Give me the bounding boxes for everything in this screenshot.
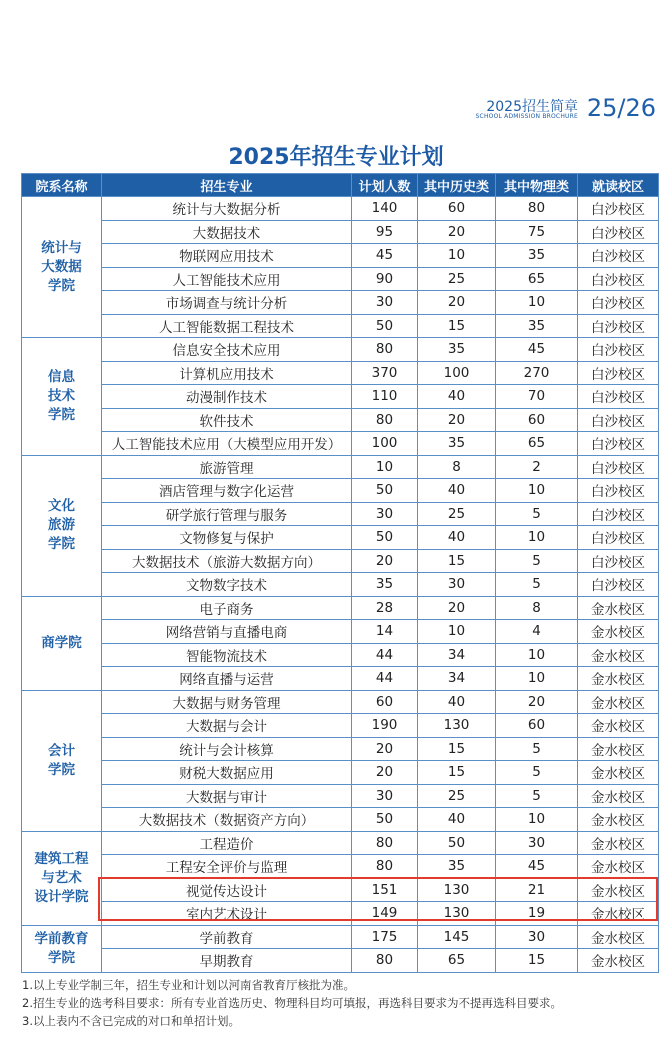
table-row — [22, 831, 659, 855]
table-row — [22, 197, 659, 221]
table-row — [22, 455, 659, 479]
history-cell: 15 — [418, 549, 496, 573]
physics-cell: 21 — [496, 878, 578, 902]
footnote: 2.招生专业的选考科目要求：所有专业首选历史、物理科目均可填报，再选科目要求为不提再选科目要求。 — [22, 996, 562, 1010]
history-cell: 40 — [418, 808, 496, 832]
physics-cell: 10 — [496, 643, 578, 667]
department-name-line: 大数据 — [41, 258, 82, 275]
department-cell — [22, 831, 102, 925]
table-row — [22, 432, 659, 456]
physics-cell: 60 — [496, 714, 578, 738]
physics-cell: 45 — [496, 338, 578, 362]
history-cell: 145 — [418, 925, 496, 949]
department-name-line: 学院 — [48, 536, 75, 552]
department-name-line: 与艺术 — [41, 869, 82, 886]
column-header-physics: 其中物理类 — [496, 174, 578, 197]
table-row — [22, 573, 659, 597]
campus-cell: 白沙校区 — [578, 244, 659, 268]
major-cell: 室内艺术设计 — [102, 902, 352, 926]
campus-cell: 金水校区 — [578, 596, 659, 620]
history-cell: 25 — [418, 502, 496, 526]
history-cell: 20 — [418, 408, 496, 432]
physics-cell: 5 — [496, 737, 578, 761]
major-cell: 大数据与审计 — [102, 784, 352, 808]
physics-cell: 10 — [496, 667, 578, 691]
campus-cell: 白沙校区 — [578, 314, 659, 338]
history-cell: 130 — [418, 902, 496, 926]
campus-cell: 白沙校区 — [578, 267, 659, 291]
plan-cell: 80 — [352, 949, 418, 973]
physics-cell: 35 — [496, 244, 578, 268]
campus-cell: 金水校区 — [578, 925, 659, 949]
department-cell — [22, 925, 102, 972]
campus-cell: 白沙校区 — [578, 338, 659, 362]
table-row — [22, 761, 659, 785]
department-name-line: 商学院 — [41, 634, 82, 651]
major-cell: 电子商务 — [102, 596, 352, 620]
table-row — [22, 314, 659, 338]
plan-cell: 20 — [352, 761, 418, 785]
physics-cell: 5 — [496, 502, 578, 526]
plan-cell: 44 — [352, 667, 418, 691]
campus-cell: 金水校区 — [578, 855, 659, 879]
plan-cell: 140 — [352, 197, 418, 221]
department-name-line: 设计学院 — [34, 888, 89, 905]
physics-cell: 30 — [496, 925, 578, 949]
table-row — [22, 949, 659, 973]
major-cell: 早期教育 — [102, 949, 352, 973]
campus-cell: 金水校区 — [578, 831, 659, 855]
major-cell: 酒店管理与数字化运营 — [102, 479, 352, 503]
history-cell: 8 — [418, 455, 496, 479]
physics-cell: 5 — [496, 784, 578, 808]
table-row — [22, 479, 659, 503]
major-cell: 大数据技术（数据资产方向） — [102, 808, 352, 832]
department-name-line: 建筑工程 — [34, 850, 89, 867]
brochure-subtitle: SCHOOL ADMISSION BROCHURE — [475, 113, 578, 120]
table-row — [22, 267, 659, 291]
plan-cell: 50 — [352, 808, 418, 832]
department-cell — [22, 455, 102, 596]
table-row — [22, 338, 659, 362]
history-cell: 100 — [418, 361, 496, 385]
plan-cell: 50 — [352, 526, 418, 550]
admission-plan-table — [21, 173, 659, 973]
campus-cell: 金水校区 — [578, 784, 659, 808]
plan-cell: 90 — [352, 267, 418, 291]
table-row — [22, 808, 659, 832]
physics-cell: 10 — [496, 808, 578, 832]
plan-cell: 175 — [352, 925, 418, 949]
table-row — [22, 408, 659, 432]
column-header-campus: 就读校区 — [578, 174, 659, 197]
department-name-line: 旅游 — [48, 517, 75, 533]
major-cell: 计算机应用技术 — [102, 361, 352, 385]
plan-cell: 50 — [352, 314, 418, 338]
footnote: 1.以上专业学制三年，招生专业和计划以河南省教育厅核批为准。 — [22, 978, 355, 992]
department-cell — [22, 690, 102, 831]
physics-cell: 10 — [496, 291, 578, 315]
history-cell: 35 — [418, 338, 496, 362]
major-cell: 文物修复与保护 — [102, 526, 352, 550]
major-cell: 财税大数据应用 — [102, 761, 352, 785]
history-cell: 35 — [418, 432, 496, 456]
history-cell: 40 — [418, 526, 496, 550]
history-cell: 40 — [418, 385, 496, 409]
table-row — [22, 526, 659, 550]
plan-cell: 35 — [352, 573, 418, 597]
physics-cell: 8 — [496, 596, 578, 620]
major-cell: 信息安全技术应用 — [102, 338, 352, 362]
table-row — [22, 667, 659, 691]
plan-cell: 149 — [352, 902, 418, 926]
physics-cell: 60 — [496, 408, 578, 432]
plan-cell: 60 — [352, 690, 418, 714]
table-row — [22, 855, 659, 879]
history-cell: 15 — [418, 761, 496, 785]
footnotes — [22, 976, 562, 1030]
physics-cell: 70 — [496, 385, 578, 409]
campus-cell: 白沙校区 — [578, 408, 659, 432]
campus-cell: 金水校区 — [578, 643, 659, 667]
major-cell: 网络营销与直播电商 — [102, 620, 352, 644]
history-cell: 10 — [418, 620, 496, 644]
brochure-header — [406, 96, 656, 126]
physics-cell: 65 — [496, 432, 578, 456]
history-cell: 50 — [418, 831, 496, 855]
major-cell: 学前教育 — [102, 925, 352, 949]
plan-cell: 110 — [352, 385, 418, 409]
page-number: 25/26 — [586, 94, 656, 122]
history-cell: 20 — [418, 596, 496, 620]
table-row — [22, 690, 659, 714]
major-cell: 大数据技术 — [102, 220, 352, 244]
plan-cell: 80 — [352, 338, 418, 362]
table-row — [22, 502, 659, 526]
table-row — [22, 902, 659, 926]
major-cell: 大数据技术（旅游大数据方向） — [102, 549, 352, 573]
major-cell: 研学旅行管理与服务 — [102, 502, 352, 526]
column-header-plan: 计划人数 — [352, 174, 418, 197]
plan-cell: 370 — [352, 361, 418, 385]
table-row — [22, 620, 659, 644]
department-cell — [22, 197, 102, 338]
campus-cell: 白沙校区 — [578, 361, 659, 385]
plan-cell: 14 — [352, 620, 418, 644]
table-row — [22, 643, 659, 667]
plan-cell: 100 — [352, 432, 418, 456]
history-cell: 25 — [418, 267, 496, 291]
history-cell: 40 — [418, 479, 496, 503]
campus-cell: 金水校区 — [578, 714, 659, 738]
brochure-title: 2025招生简章 — [486, 99, 578, 115]
table-body — [22, 197, 659, 973]
department-name-line: 学院 — [48, 406, 75, 423]
campus-cell: 白沙校区 — [578, 455, 659, 479]
physics-cell: 35 — [496, 314, 578, 338]
department-name-line: 信息 — [48, 368, 75, 385]
physics-cell: 10 — [496, 526, 578, 550]
plan-cell: 20 — [352, 737, 418, 761]
physics-cell: 5 — [496, 573, 578, 597]
physics-cell: 65 — [496, 267, 578, 291]
table-header-row — [22, 174, 659, 197]
major-cell: 工程安全评价与监理 — [102, 855, 352, 879]
campus-cell: 金水校区 — [578, 902, 659, 926]
table-row — [22, 925, 659, 949]
history-cell: 15 — [418, 314, 496, 338]
history-cell: 130 — [418, 714, 496, 738]
history-cell: 35 — [418, 855, 496, 879]
table-row — [22, 291, 659, 315]
plan-cell: 30 — [352, 502, 418, 526]
campus-cell: 白沙校区 — [578, 573, 659, 597]
physics-cell: 80 — [496, 197, 578, 221]
history-cell: 25 — [418, 784, 496, 808]
major-cell: 市场调查与统计分析 — [102, 291, 352, 315]
history-cell: 30 — [418, 573, 496, 597]
campus-cell: 白沙校区 — [578, 291, 659, 315]
physics-cell: 19 — [496, 902, 578, 926]
history-cell: 34 — [418, 643, 496, 667]
plan-cell: 30 — [352, 784, 418, 808]
campus-cell: 金水校区 — [578, 761, 659, 785]
campus-cell: 白沙校区 — [578, 479, 659, 503]
physics-cell: 30 — [496, 831, 578, 855]
major-cell: 智能物流技术 — [102, 643, 352, 667]
history-cell: 15 — [418, 737, 496, 761]
major-cell: 动漫制作技术 — [102, 385, 352, 409]
physics-cell: 4 — [496, 620, 578, 644]
campus-cell: 金水校区 — [578, 949, 659, 973]
physics-cell: 5 — [496, 549, 578, 573]
department-name-line: 会计 — [48, 742, 75, 759]
physics-cell: 5 — [496, 761, 578, 785]
history-cell: 20 — [418, 220, 496, 244]
plan-cell: 80 — [352, 855, 418, 879]
department-name-line: 技术 — [48, 387, 75, 404]
plan-cell: 95 — [352, 220, 418, 244]
physics-cell: 75 — [496, 220, 578, 244]
column-header-history: 其中历史类 — [418, 174, 496, 197]
column-header-major: 招生专业 — [102, 174, 352, 197]
history-cell: 20 — [418, 291, 496, 315]
page-title: 2025年招生专业计划 — [228, 145, 444, 170]
department-name-line: 学院 — [48, 277, 75, 294]
plan-cell: 151 — [352, 878, 418, 902]
major-cell: 大数据与财务管理 — [102, 690, 352, 714]
department-cell — [22, 596, 102, 690]
major-cell: 大数据与会计 — [102, 714, 352, 738]
major-cell: 统计与大数据分析 — [102, 197, 352, 221]
major-cell: 网络直播与运营 — [102, 667, 352, 691]
campus-cell: 金水校区 — [578, 620, 659, 644]
major-cell: 人工智能技术应用（大模型应用开发） — [102, 432, 352, 456]
department-name-line: 学院 — [48, 949, 75, 966]
major-cell: 工程造价 — [102, 831, 352, 855]
campus-cell: 白沙校区 — [578, 526, 659, 550]
campus-cell: 白沙校区 — [578, 197, 659, 221]
plan-cell: 28 — [352, 596, 418, 620]
table-row — [22, 714, 659, 738]
major-cell: 旅游管理 — [102, 455, 352, 479]
campus-cell: 金水校区 — [578, 878, 659, 902]
table-row — [22, 361, 659, 385]
history-cell: 40 — [418, 690, 496, 714]
physics-cell: 2 — [496, 455, 578, 479]
department-name-line: 文化 — [48, 498, 75, 514]
history-cell: 130 — [418, 878, 496, 902]
campus-cell: 金水校区 — [578, 808, 659, 832]
table-row — [22, 737, 659, 761]
plan-cell: 50 — [352, 479, 418, 503]
campus-cell: 白沙校区 — [578, 385, 659, 409]
physics-cell: 270 — [496, 361, 578, 385]
department-name-line: 学前教育 — [34, 930, 89, 947]
physics-cell: 20 — [496, 690, 578, 714]
major-cell: 软件技术 — [102, 408, 352, 432]
plan-cell: 45 — [352, 244, 418, 268]
physics-cell: 10 — [496, 479, 578, 503]
department-cell — [22, 338, 102, 456]
campus-cell: 白沙校区 — [578, 502, 659, 526]
campus-cell: 白沙校区 — [578, 549, 659, 573]
history-cell: 65 — [418, 949, 496, 973]
table-row — [22, 549, 659, 573]
history-cell: 34 — [418, 667, 496, 691]
table-row — [22, 244, 659, 268]
table-row — [22, 878, 659, 902]
table-row — [22, 784, 659, 808]
plan-cell: 190 — [352, 714, 418, 738]
history-cell: 60 — [418, 197, 496, 221]
major-cell: 人工智能技术应用 — [102, 267, 352, 291]
campus-cell: 金水校区 — [578, 690, 659, 714]
plan-cell: 44 — [352, 643, 418, 667]
table-row — [22, 385, 659, 409]
table-row — [22, 220, 659, 244]
table-row — [22, 596, 659, 620]
physics-cell: 15 — [496, 949, 578, 973]
plan-cell: 10 — [352, 455, 418, 479]
major-cell: 文物数字技术 — [102, 573, 352, 597]
campus-cell: 金水校区 — [578, 667, 659, 691]
physics-cell: 45 — [496, 855, 578, 879]
campus-cell: 白沙校区 — [578, 220, 659, 244]
history-cell: 10 — [418, 244, 496, 268]
campus-cell: 金水校区 — [578, 737, 659, 761]
department-name-line: 学院 — [48, 761, 75, 778]
department-name-line: 统计与 — [41, 239, 82, 256]
major-cell: 统计与会计核算 — [102, 737, 352, 761]
column-header-department: 院系名称 — [22, 174, 102, 197]
footnote: 3.以上表内不含已完成的对口和单招计划。 — [22, 1014, 240, 1028]
major-cell: 视觉传达设计 — [102, 878, 352, 902]
plan-cell: 30 — [352, 291, 418, 315]
plan-cell: 20 — [352, 549, 418, 573]
plan-cell: 80 — [352, 831, 418, 855]
plan-cell: 80 — [352, 408, 418, 432]
major-cell: 物联网应用技术 — [102, 244, 352, 268]
major-cell: 人工智能数据工程技术 — [102, 314, 352, 338]
campus-cell: 白沙校区 — [578, 432, 659, 456]
